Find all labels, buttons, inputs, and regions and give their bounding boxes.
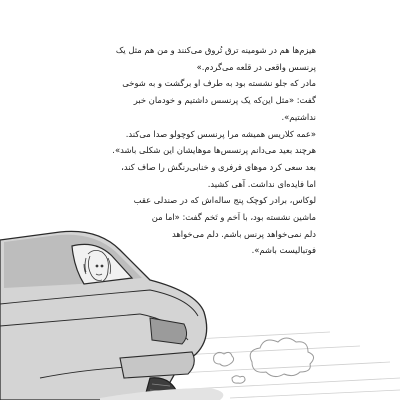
text-line: مادر که جلو نشسته بود به طرف او برگشت و به شوخی [122, 78, 316, 89]
text-line: پرنسس واقعی در قلعه می‌گردم.» [196, 61, 316, 72]
text-line: فوتبالیست باشم». [251, 245, 316, 256]
text-line: اما فایده‌ای نداشت. آهی کشید. [207, 178, 316, 189]
text-line: دلم نمی‌خواهد پرنس باشم. دلم می‌خواهد [171, 228, 316, 239]
story-text [92, 42, 316, 259]
car-illustration [0, 228, 400, 400]
smoke-cloud [214, 338, 314, 383]
roof-shading [4, 235, 142, 288]
text-line: لوکاس، برادر کوچک پنج ساله‌اش که در صندلی عقب [133, 195, 316, 206]
text-line: بعد سعی کرد موهای فرفری و خنابی‌رنگش را صاف کند، [121, 161, 316, 172]
text-line: هیزم‌ها هم در شومینه ترق تُروق می‌کنند و من هم مثل یک [115, 45, 316, 55]
text-line: هرچند بعید می‌دانم پرنسس‌ها موهایشان این شکلی باشد». [112, 145, 316, 156]
text-line: ماشین نشسته بود، با اَخم و تَخم گفت: «اما من [151, 212, 316, 223]
text-line: نداشتیم». [281, 111, 316, 122]
paragraph-2 [92, 75, 316, 192]
text-line: گفت: «مثل این‌که یک پرنسس داشتیم و خودمان خبر [133, 95, 316, 106]
text-line: «عمه کلاریس همیشه مرا پرنسس کوچولو صدا می‌کند. [125, 128, 316, 139]
paragraph-1 [92, 42, 316, 75]
